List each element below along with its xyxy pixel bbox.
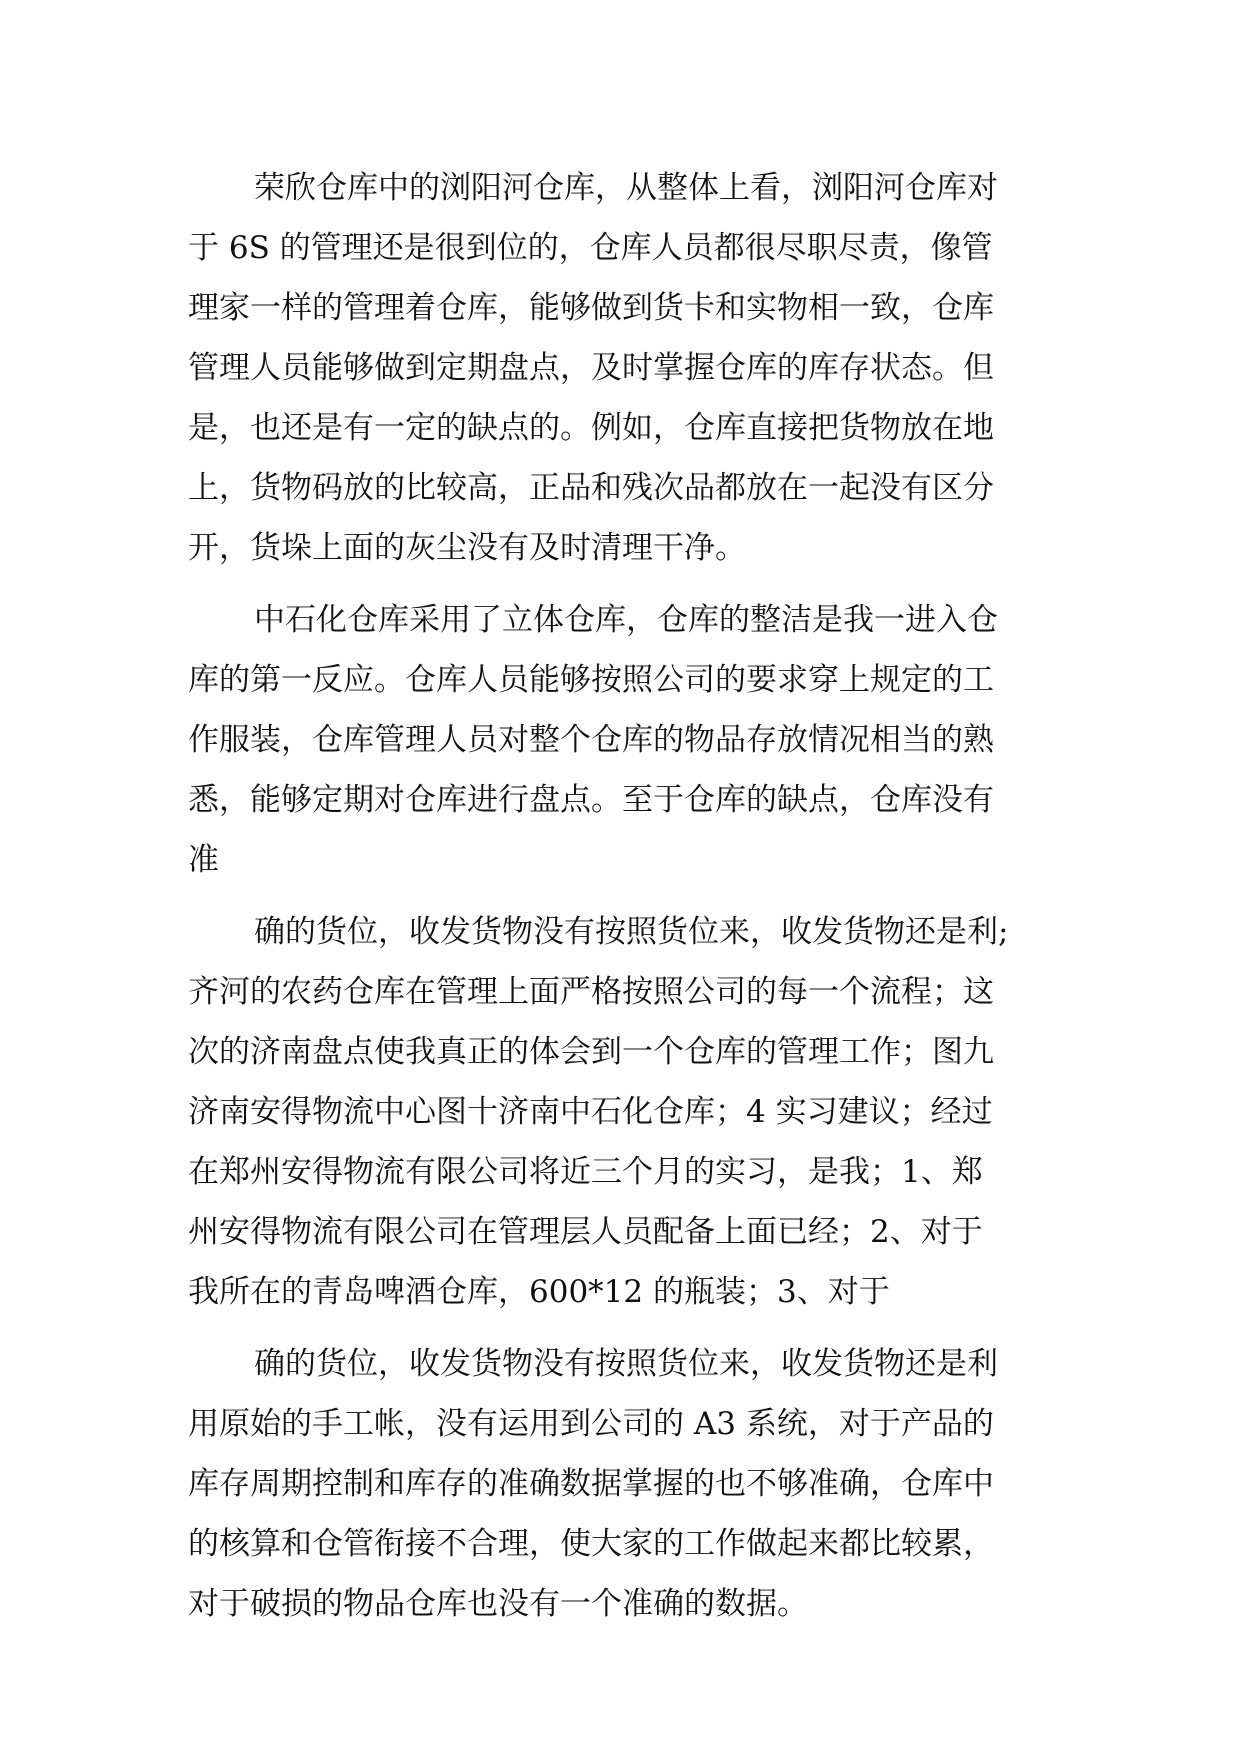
- text-line: 对于破损的物品仓库也没有一个准确的数据。: [188, 1586, 808, 1622]
- text-line: 确的货位，收发货物没有按照货位来，收发货物还是利;: [254, 914, 1009, 950]
- text-line: 在郑州安得物流有限公司将近三个月的实习，是我；1、郑: [188, 1154, 983, 1190]
- text-line: 悉，能够定期对仓库进行盘点。至于仓库的缺点，仓库没有: [188, 782, 994, 818]
- text-line: 于 6S 的管理还是很到位的，仓库人员都很尽职尽责，像管: [188, 230, 993, 266]
- text-line: 作服装，仓库管理人员对整个仓库的物品存放情况相当的熟: [188, 722, 994, 758]
- text-line: 管理人员能够做到定期盘点，及时掌握仓库的库存状态。但: [188, 350, 994, 386]
- paragraph-4: [188, 1334, 1056, 1634]
- text-line: 库的第一反应。仓库人员能够按照公司的要求穿上规定的工: [188, 662, 994, 698]
- text-line: 库存周期控制和库存的准确数据掌握的也不够准确，仓库中: [188, 1466, 994, 1502]
- text-line: 次的济南盘点使我真正的体会到一个仓库的管理工作；图九: [188, 1034, 994, 1070]
- text-line: 中石化仓库采用了立体仓库，仓库的整洁是我一进入仓: [254, 602, 998, 638]
- text-line: 确的货位，收发货物没有按照货位来，收发货物还是利: [254, 1346, 998, 1382]
- text-line: 准: [188, 842, 219, 878]
- text-line: 上，货物码放的比较高，正品和残次品都放在一起没有区分: [188, 470, 994, 506]
- text-line: 济南安得物流中心图十济南中石化仓库；4 实习建议；经过: [188, 1094, 993, 1130]
- text-line: 齐河的农药仓库在管理上面严格按照公司的每一个流程；这: [188, 974, 994, 1010]
- text-line: 开，货垛上面的灰尘没有及时清理干净。: [188, 530, 746, 566]
- text-line: 是，也还是有一定的缺点的。例如，仓库直接把货物放在地: [188, 410, 994, 446]
- paragraph-3: [188, 902, 1056, 1322]
- paragraph-1: [188, 158, 1056, 578]
- text-line: 用原始的手工帐，没有运用到公司的 A3 系统，对于产品的: [188, 1406, 994, 1442]
- text-line: 荣欣仓库中的浏阳河仓库，从整体上看，浏阳河仓库对: [254, 170, 998, 206]
- text-line: 理家一样的管理着仓库，能够做到货卡和实物相一致，仓库: [188, 290, 994, 326]
- document-body: [188, 158, 1056, 1634]
- paragraph-2: [188, 590, 1056, 890]
- text-line: 我所在的青岛啤酒仓库，600*12 的瓶装；3、对于: [188, 1274, 890, 1310]
- text-line: 州安得物流有限公司在管理层人员配备上面已经；2、对于: [188, 1214, 983, 1250]
- text-line: 的核算和仓管衔接不合理，使大家的工作做起来都比较累，: [188, 1526, 994, 1562]
